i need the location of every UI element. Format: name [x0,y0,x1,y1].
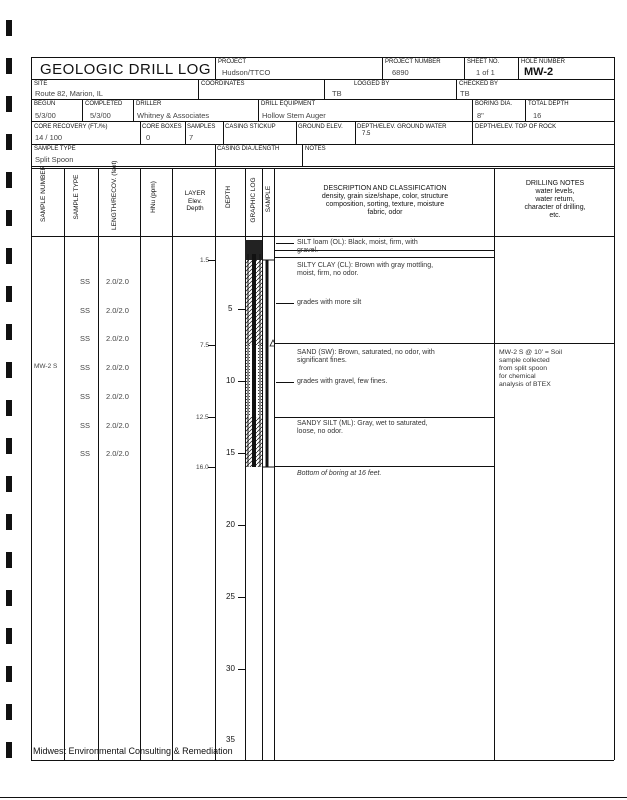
begun-label: BEGUN [34,101,56,107]
col-length-recov: LENGTH/RECOV. (feet) [111,160,118,230]
binder-mark [6,552,12,568]
casing-stickup-label: CASING STICKUP [225,124,276,130]
sample-type-6: SS [80,421,91,430]
ground-water-value: 7.5 [362,131,371,137]
sample-type-4: SS [80,363,91,372]
sample-type-5: SS [80,392,91,401]
ground-water-label: DEPTH/ELEV. GROUND WATER [357,124,447,130]
total-depth-value: 16 [533,111,542,120]
description-gravel: grades with gravel, few fines. [297,378,388,385]
begun-value: 5/3/00 [35,111,56,120]
col-sample: SAMPLE [265,185,272,213]
core-boxes-label: CORE BOXES [142,124,182,130]
logged-by-label: LOGGED BY [354,81,390,87]
sample-recov-2: 2.0/2.0 [106,306,129,315]
boring-dia-label: BORING DIA. [475,101,513,107]
completed-label: COMPLETED [85,101,123,107]
layer-depth-3: 12.5 [196,414,209,421]
col-sample-number: SAMPLE NUMBER [40,165,47,222]
top-of-rock-label: DEPTH/ELEV. TOP OF ROCK [475,124,557,130]
binder-mark [6,248,12,264]
col-sample-type: SAMPLE TYPE [73,174,80,220]
log-title: GEOLOGIC DRILL LOG [40,61,211,78]
sample-recov-3: 2.0/2.0 [106,334,129,343]
checked-by-value: TB [460,89,470,98]
binder-mark [6,476,12,492]
sample-type-2: SS [80,306,91,315]
boring-dia-value: 8" [477,111,484,120]
layer-depth-1: 1.5 [200,257,210,264]
sample-type-1: SS [80,277,91,286]
project-number-label: PROJECT NUMBER [385,59,441,65]
description-silty-clay: SILTY CLAY (CL): Brown with gray mottling, moist, firm, no odor. [297,262,434,277]
core-recovery-label: CORE RECOVERY (FT./%) [34,124,108,130]
drill-equipment-value: Hollow Stem Auger [262,111,326,120]
depth-tick-15: 15 [226,448,235,457]
project-number-value: 6890 [392,68,409,77]
binder-mark [6,514,12,530]
col-drilling-notes: DRILLING NOTES water levels, water return, character of drilling, etc. [524,180,586,219]
sample-recov-5: 2.0/2.0 [106,392,129,401]
completed-value: 5/3/00 [90,111,111,120]
description-bottom-of-boring: Bottom of boring at 16 feet. [297,470,382,477]
binder-mark [6,134,12,150]
binder-mark [6,362,12,378]
samples-value: 7 [189,133,194,142]
layer-depth-4: 16.0 [196,464,209,471]
site-value: Route 82, Marion, IL [35,89,103,98]
depth-tick-20: 20 [226,520,235,529]
coordinates-label: COORDINATES [201,81,245,87]
depth-tick-10: 10 [226,376,235,385]
sample-number-value: MW-2 S [34,363,58,370]
depth-tick-5: 5 [228,304,233,313]
depth-tick-35: 35 [226,735,235,744]
notes-label: NOTES [305,146,326,152]
drilling-note: MW-2 S @ 10' = Soil sample collected from split spoon for chemical analysis of BTEX [499,349,563,388]
binder-mark [6,400,12,416]
checked-by-label: CHECKED BY [459,81,499,87]
logged-by-value: TB [332,89,342,98]
sample-recov-4: 2.0/2.0 [106,363,129,372]
sample-recov-6: 2.0/2.0 [106,421,129,430]
driller-value: Whitney & Associates [137,111,210,120]
binder-mark [6,210,12,226]
casing-dia-label: CASING DIA./LENGTH [217,146,280,152]
description-silt-loam: SILT loam (OL): Black, moist, firm, with gravel. [297,239,418,254]
samples-label: SAMPLES [187,124,216,130]
col-graphic-log: GRAPHIC LOG [250,177,257,223]
depth-tick-30: 30 [226,664,235,673]
sample-type-value: Split Spoon [35,155,74,164]
binder-mark [6,438,12,454]
binder-mark [6,590,12,606]
description-sand: SAND (SW): Brown, saturated, no odor, with significant fines. [297,349,435,364]
sample-recov-1: 2.0/2.0 [106,277,129,286]
drill-equipment-label: DRILL EQUIPMENT [261,101,316,107]
sample-type-3: SS [80,334,91,343]
description-sandy-silt: SANDY SILT (ML): Gray, wet to saturated, loose, no odor. [297,420,428,435]
col-depth: DEPTH [225,185,232,209]
sample-type-label: SAMPLE TYPE [34,146,76,152]
sheet-value: 1 of 1 [476,68,495,77]
ground-elev-label: GROUND ELEV. [298,124,343,130]
binder-mark [6,20,12,36]
binder-mark [6,704,12,720]
core-boxes-value: 0 [146,133,151,142]
binder-mark [6,96,12,112]
sample-recov-7: 2.0/2.0 [106,449,129,458]
binder-mark [6,172,12,188]
site-label: SITE [34,81,48,87]
footer-company: Midwest Environmental Consulting & Remediation [33,746,233,756]
graphic-log [245,236,275,760]
col-hnu: HNu (ppm) [150,181,157,213]
sheet-label: SHEET NO. [467,59,500,65]
description-more-silt: grades with more silt [297,299,362,306]
depth-tick-25: 25 [226,592,235,601]
binder-mark [6,628,12,644]
binder-mark [6,742,12,758]
binder-mark [6,58,12,74]
col-layer: LAYER Elev. Depth [184,190,206,212]
project-value: Hudson/TTCO [222,68,271,77]
layer-depth-2: 7.5 [200,342,210,349]
driller-label: DRILLER [136,101,162,107]
binder-mark [6,666,12,682]
sample-type-7: SS [80,449,91,458]
binder-mark [6,286,12,302]
core-recovery-value: 14 / 100 [35,133,63,142]
binder-mark [6,324,12,340]
total-depth-label: TOTAL DEPTH [528,101,569,107]
project-label: PROJECT [218,59,247,65]
hole-number-label: HOLE NUMBER [521,59,566,65]
hole-number-value: MW-2 [524,66,554,78]
col-description: DESCRIPTION AND CLASSIFICATION density, grain size/shape, color, structure composition, sorting, texture, moisture fabric, odor [321,185,449,216]
